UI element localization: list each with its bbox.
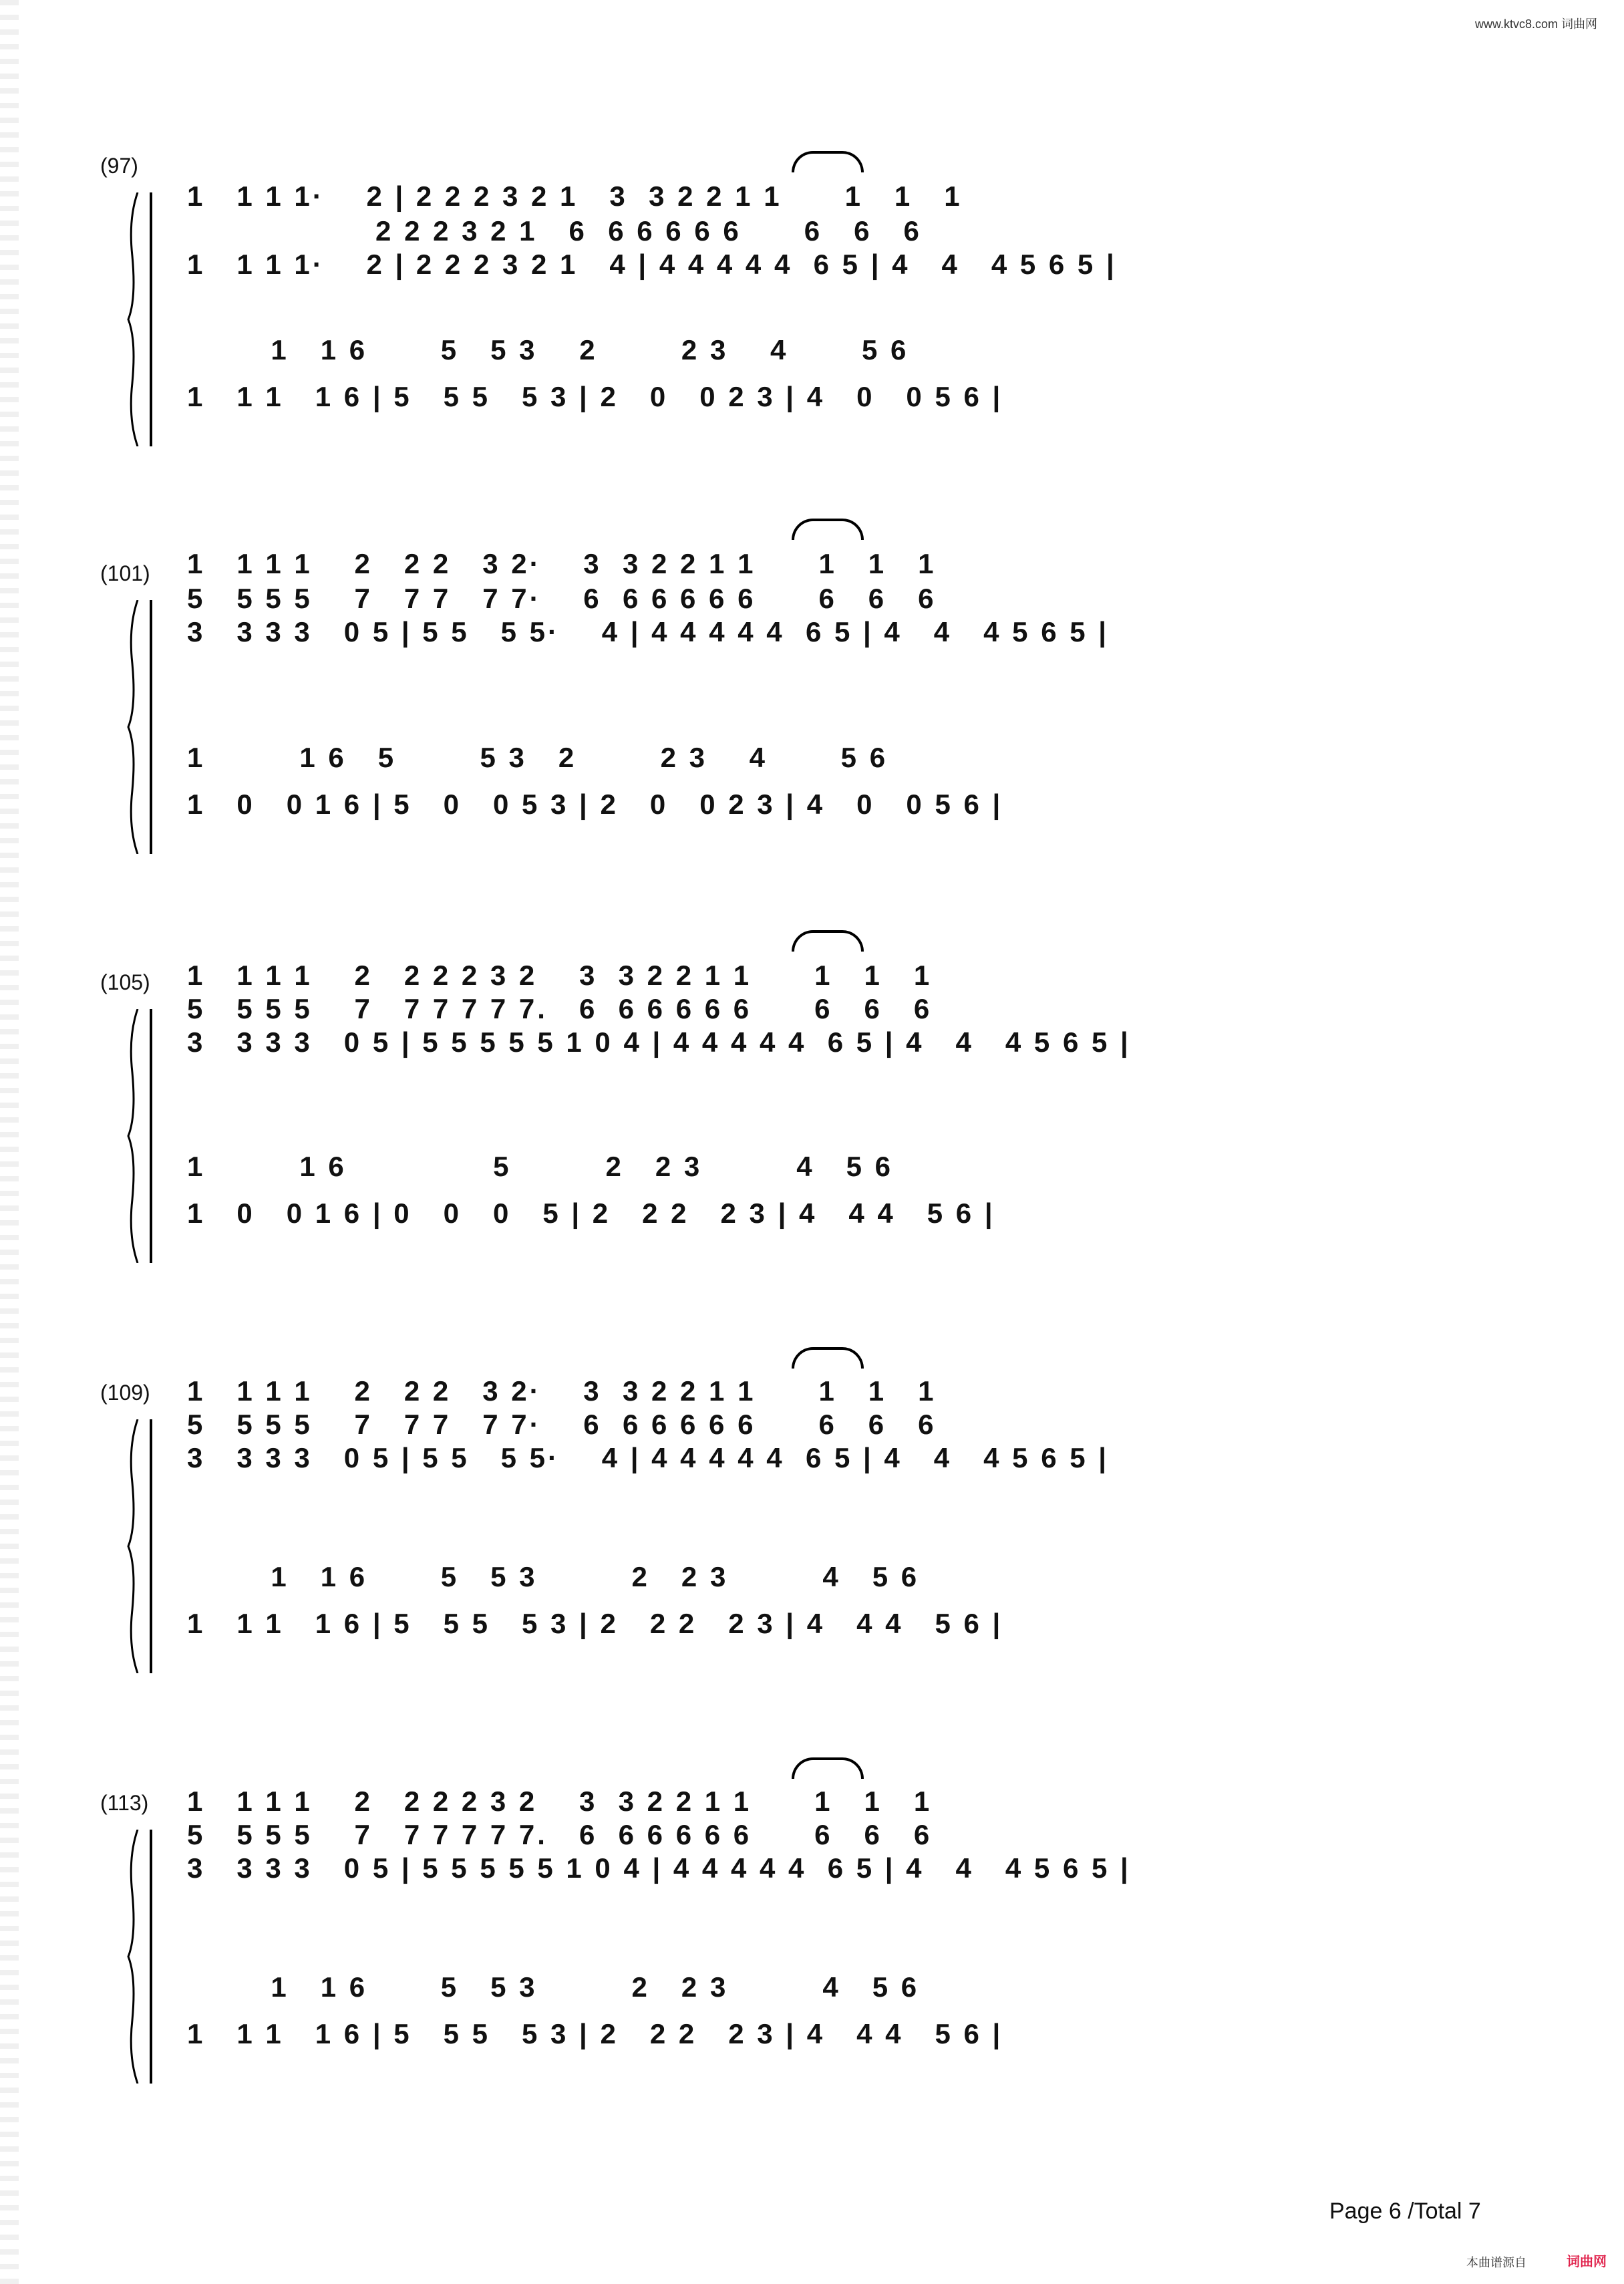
source-label: 本曲谱源自	[1466, 2256, 1526, 2269]
rh-line-1: 1 1 1 1 2 2 2 3 2· 3 3 2 2 1 1 1 1 1	[187, 548, 937, 579]
system-start-bar	[150, 600, 152, 854]
measure-number: (97)	[100, 154, 138, 178]
rh-line-3: 1 1 1 1· 2 | 2 2 2 3 2 1 4 | 4 4 4 4 4 6 5 | 4 4 4 5 6 5 |	[187, 249, 1117, 280]
tie-mark	[792, 151, 864, 172]
rh-line-2: 5 5 5 5 7 7 7 7 7· 6 6 6 6 6 6 6 6 6	[187, 583, 937, 614]
tie-mark	[792, 1347, 864, 1369]
measure-number: (101)	[100, 561, 150, 585]
site-url: www.ktvc8.com 词曲网	[1474, 17, 1597, 31]
rh-line-1: 1 1 1 1 2 2 2 2 3 2 3 3 2 2 1 1 1 1 1	[187, 1786, 933, 1817]
system-start-bar	[150, 1419, 152, 1673]
lh-line-1: 1 1 6 5 2 2 3 4 5 6	[187, 1151, 894, 1182]
system-start-bar	[150, 1009, 152, 1263]
brace-icon	[127, 1419, 139, 1673]
tie-mark	[792, 519, 864, 540]
system-97	[100, 154, 1503, 488]
lh-line-1: 1 1 6 5 5 3 2 2 3 4 5 6	[187, 1971, 920, 2003]
left-margin-watermark	[0, 0, 19, 2284]
brace-icon	[127, 1009, 139, 1263]
tie-mark	[792, 930, 864, 952]
rh-line-1: 1 1 1 1 2 2 2 2 3 2 3 3 2 2 1 1 1 1 1	[187, 960, 933, 991]
lh-line-2: 1 1 1 1 6 | 5 5 5 5 3 | 2 2 2 2 3 | 4 4 4 5 6 |	[187, 2018, 1003, 2049]
tie-mark	[792, 1757, 864, 1779]
lh-line-2: 1 1 1 1 6 | 5 5 5 5 3 | 2 0 0 2 3 | 4 0 0 5 6 |	[187, 381, 1003, 412]
system-101	[100, 548, 1503, 895]
brace-icon	[127, 600, 139, 854]
lh-line-2: 1 0 0 1 6 | 0 0 0 5 | 2 2 2 2 3 | 4 4 4 5 6 |	[187, 1197, 995, 1229]
lh-line-1: 1 1 6 5 5 3 2 2 3 4 5 6	[187, 334, 909, 366]
measure-number: (105)	[100, 970, 150, 994]
system-start-bar	[150, 192, 152, 446]
lh-line-2: 1 0 0 1 6 | 5 0 0 5 3 | 2 0 0 2 3 | 4 0 0 5 6 |	[187, 789, 1003, 820]
system-105	[100, 960, 1503, 1304]
page-footer: Page 6 /Total 7	[1329, 2198, 1481, 2224]
rh-line-1: 1 1 1 1 2 2 2 3 2· 3 3 2 2 1 1 1 1 1	[187, 1375, 937, 1407]
lh-line-1: 1 1 6 5 5 3 2 2 3 4 5 6	[187, 742, 888, 773]
lh-line-1: 1 1 6 5 5 3 2 2 3 4 5 6	[187, 1561, 920, 1592]
system-109	[100, 1375, 1503, 1715]
rh-line-3: 3 3 3 3 0 5 | 5 5 5 5 5 1 0 4 | 4 4 4 4 4 6 5 | 4 4 4 5 6 5 |	[187, 1852, 1131, 1884]
system-start-bar	[150, 1830, 152, 2084]
rh-line-3: 3 3 3 3 0 5 | 5 5 5 5· 4 | 4 4 4 4 4 6 5 | 4 4 4 5 6 5 |	[187, 1442, 1110, 1473]
rh-line-2: 2 2 2 3 2 1 6 6 6 6 6 6 6 6 6	[187, 215, 922, 247]
measure-number: (109)	[100, 1381, 150, 1405]
brace-icon	[127, 192, 139, 446]
rh-line-2: 5 5 5 5 7 7 7 7 7· 6 6 6 6 6 6 6 6 6	[187, 1409, 937, 1440]
rh-line-2: 5 5 5 5 7 7 7 7 7 7. 6 6 6 6 6 6 6 6 6	[187, 1819, 933, 1850]
measure-number: (113)	[100, 1791, 149, 1815]
site-logo: 词曲网	[1567, 2255, 1607, 2269]
rh-line-3: 3 3 3 3 0 5 | 5 5 5 5 5 1 0 4 | 4 4 4 4 4 6 5 | 4 4 4 5 6 5 |	[187, 1026, 1131, 1058]
system-113	[100, 1786, 1503, 2125]
lh-line-2: 1 1 1 1 6 | 5 5 5 5 3 | 2 2 2 2 3 | 4 4 4 5 6 |	[187, 1608, 1003, 1639]
rh-line-1: 1 1 1 1· 2 | 2 2 2 3 2 1 3 3 2 2 1 1 1 1 1	[187, 180, 963, 212]
brace-icon	[127, 1830, 139, 2084]
rh-line-3: 3 3 3 3 0 5 | 5 5 5 5· 4 | 4 4 4 4 4 6 5 | 4 4 4 5 6 5 |	[187, 616, 1110, 648]
rh-line-2: 5 5 5 5 7 7 7 7 7 7. 6 6 6 6 6 6 6 6 6	[187, 993, 933, 1024]
